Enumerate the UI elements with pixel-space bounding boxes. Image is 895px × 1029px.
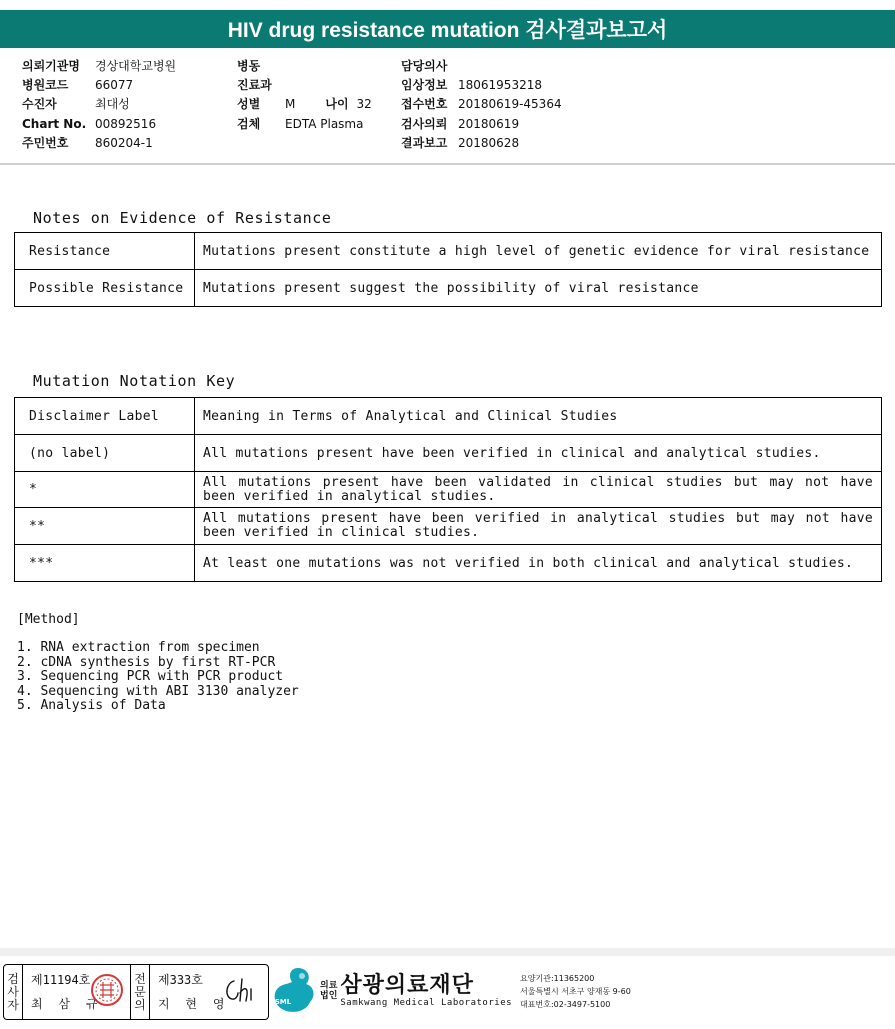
org-phone: 대표번호:02-3497-5100 <box>520 999 611 1009</box>
table-cell-label: (no label) <box>15 435 195 472</box>
field-label: 검사의뢰 <box>401 116 448 131</box>
table-row <box>15 398 882 435</box>
specialist-label <box>131 965 150 1019</box>
header-row <box>22 76 176 95</box>
header-column-doctor <box>401 57 562 153</box>
header-row <box>22 57 176 76</box>
table-cell-text: All mutations present have been verified in clinical and analytical studies. <box>195 435 882 472</box>
field-value: 20180628 <box>458 135 520 150</box>
org-english-name: Samkwang Medical Laboratories <box>340 998 513 1008</box>
report-title: HIV drug resistance mutation 검사결과보고서 <box>0 10 895 48</box>
table-row <box>15 472 882 508</box>
examiner-name: 최 삼 규 <box>31 997 104 1011</box>
header-row <box>237 115 372 134</box>
sml-logo-icon <box>272 966 318 1016</box>
method-step: 5. Analysis of Data <box>17 698 166 714</box>
evidence-section-title: Notes on Evidence of Resistance <box>33 209 332 227</box>
field-label: Chart No. <box>22 116 87 131</box>
header-row <box>237 76 372 95</box>
header-row <box>22 115 176 134</box>
header-row <box>401 95 562 114</box>
table-cell-text: Meaning in Terms of Analytical and Clinical Studies <box>195 398 882 435</box>
specialist-label-char: 전 <box>134 971 146 986</box>
header-row <box>401 134 562 153</box>
field-value: 20180619 <box>458 116 520 131</box>
field-value: EDTA Plasma <box>285 116 364 131</box>
field-label: 접수번호 <box>401 97 448 112</box>
field-label: 담당의사 <box>401 59 448 73</box>
header-row <box>22 95 176 114</box>
header-column-patient <box>22 57 176 153</box>
table-row <box>15 545 882 582</box>
method-title: [Method] <box>17 612 80 627</box>
method-step: 2. cDNA synthesis by first RT-PCR <box>17 654 276 670</box>
table-cell-label: *** <box>15 545 195 582</box>
field-label: 병동 <box>237 59 261 73</box>
field-label: 진료과 <box>237 78 272 93</box>
age-value: 32 <box>356 97 372 112</box>
table-cell-label: * <box>15 472 195 508</box>
method-step: 1. RNA extraction from specimen <box>17 640 260 656</box>
field-value: 18061953218 <box>458 78 542 93</box>
signature-icon <box>220 975 260 1005</box>
table-cell-text: Mutations present constitute a high level of genetic evidence for viral resistance <box>195 233 882 270</box>
header-divider <box>0 163 895 165</box>
table-cell-label: Disclaimer Label <box>15 398 195 435</box>
notation-section-title: Mutation Notation Key <box>33 372 236 390</box>
logo-text: SML <box>274 998 292 1006</box>
header-row <box>401 76 562 95</box>
method-step: 4. Sequencing with ABI 3130 analyzer <box>17 683 299 699</box>
examiner-label-char: 자 <box>7 997 19 1012</box>
specialist-license-no: 제333호 <box>158 973 203 987</box>
method-step: 3. Sequencing PCR with PCR product <box>17 669 284 685</box>
org-code: 요양기관:11365200 <box>520 973 595 983</box>
table-row <box>15 270 882 307</box>
signature-box <box>3 964 269 1020</box>
specialist-label-char: 문 <box>134 984 146 999</box>
org-prefix-line: 의료 <box>320 981 338 991</box>
table-cell-label: Possible Resistance <box>15 270 195 307</box>
examiner-cell <box>23 965 131 1019</box>
table-cell-label: Resistance <box>15 233 195 270</box>
header-row <box>401 115 562 134</box>
header-row <box>237 95 372 114</box>
field-value: M <box>285 97 296 112</box>
examiner-label-char: 검 <box>7 971 19 986</box>
evidence-table <box>14 232 882 307</box>
seal-stamp-icon <box>90 973 124 1007</box>
field-label: 병원코드 <box>22 78 69 93</box>
field-value: 최대성 <box>95 97 130 112</box>
field-label: 주민번호 <box>22 135 69 150</box>
examiner-label-char: 사 <box>7 984 19 999</box>
age-label: 나이 <box>325 97 349 112</box>
field-label: 임상정보 <box>401 78 448 93</box>
field-label: 수진자 <box>22 97 57 112</box>
organization-logo <box>272 964 631 1018</box>
org-name: 삼광의료재단 <box>340 973 474 998</box>
table-cell-text: All mutations present have been validated in clinical studies but may not have been verified in analytical studies. <box>195 472 882 508</box>
field-value: 860204-1 <box>95 135 153 150</box>
org-contact <box>520 972 631 1011</box>
footer-divider <box>0 948 895 956</box>
field-label: 성별 <box>237 97 261 112</box>
specialist-label-char: 의 <box>134 997 146 1012</box>
org-address: 서울특별시 서초구 양재동 9-60 <box>520 986 631 996</box>
table-cell-label: ** <box>15 508 195 545</box>
table-row <box>15 435 882 472</box>
field-label: 검체 <box>237 116 261 131</box>
header-column-ward <box>237 57 372 134</box>
header-row <box>22 134 176 153</box>
method-section <box>17 613 299 713</box>
specialist-name: 지 현 영 <box>158 997 231 1011</box>
header-row <box>237 57 372 76</box>
field-value: 20180619-45364 <box>458 97 562 112</box>
table-row <box>15 508 882 545</box>
org-prefix <box>320 981 337 1001</box>
field-label: 결과보고 <box>401 135 448 150</box>
field-value: 00892516 <box>95 116 157 131</box>
notation-table <box>14 397 882 582</box>
table-cell-text: All mutations present have been verified in analytical studies but may not have been verified in clinical studies. <box>195 508 882 545</box>
table-cell-text: At least one mutations was not verified in both clinical and analytical studies. <box>195 545 882 582</box>
examiner-license-no: 제11194호 <box>31 973 91 987</box>
header-row <box>401 57 562 76</box>
field-value: 66077 <box>95 78 134 93</box>
field-label: 의뢰기관명 <box>22 59 80 73</box>
examiner-label <box>4 965 23 1019</box>
field-value: 경상대학교병원 <box>95 59 177 73</box>
org-name-block <box>340 974 512 1008</box>
org-prefix-line: 법인 <box>320 991 338 1001</box>
table-cell-text: Mutations present suggest the possibility of viral resistance <box>195 270 882 307</box>
table-row <box>15 233 882 270</box>
specialist-cell <box>150 965 268 1019</box>
